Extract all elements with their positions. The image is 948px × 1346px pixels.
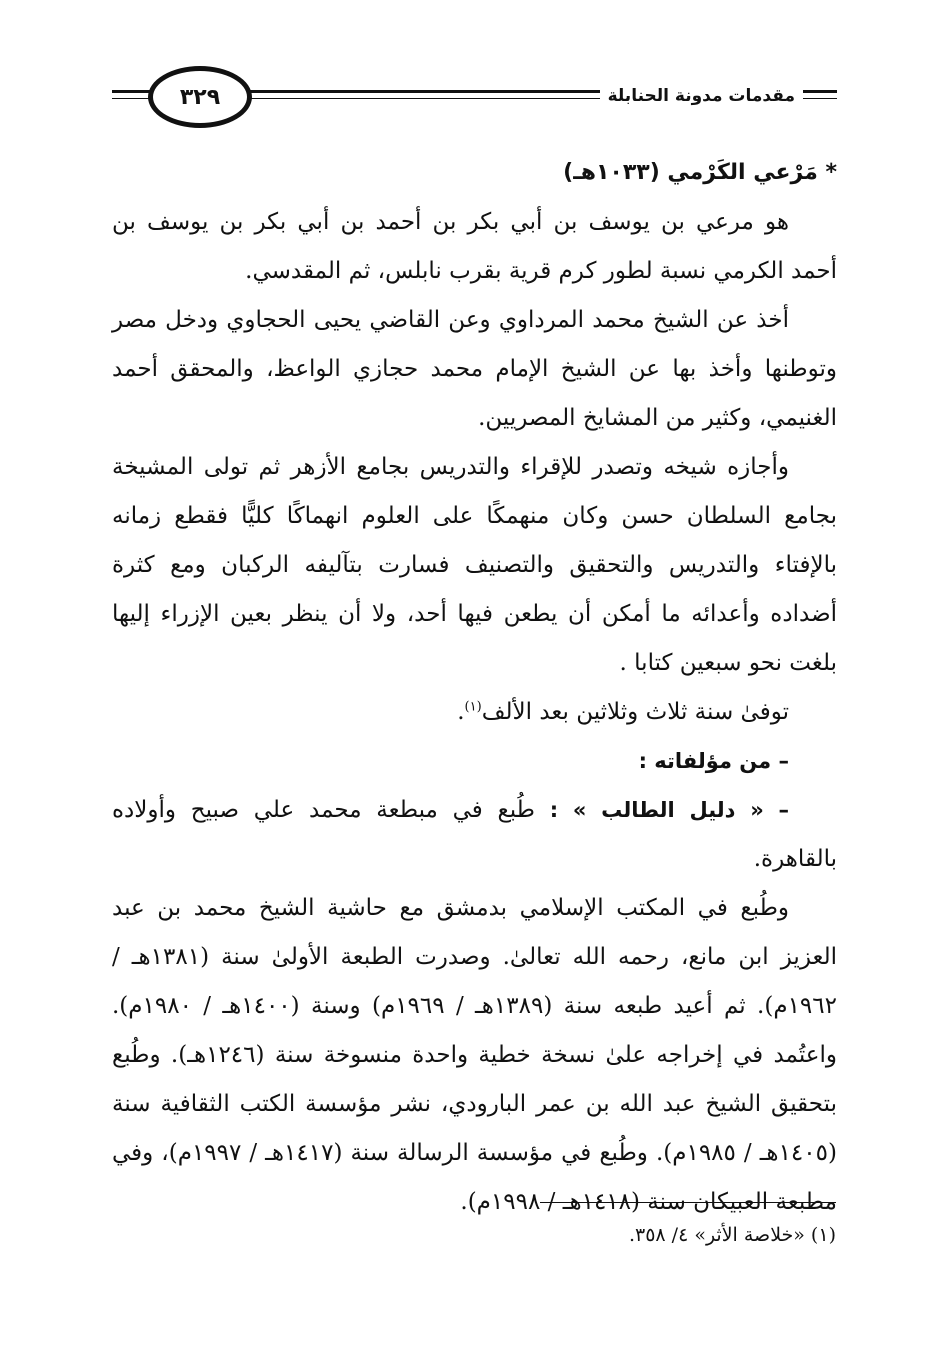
paragraph-death [112, 688, 837, 737]
work-item [112, 786, 837, 884]
header-rule-left-thin [112, 98, 152, 99]
death-end: . [457, 699, 465, 725]
page-number: ٣٢٩ [179, 84, 221, 110]
paragraph-lineage: هو مرعي بن يوسف بن أبي بكر بن أحمد بن أبي بكر بن يوسف بن أحمد الكرمي نسبة لطور كرم قرية بقرب نابلس، ثم المقدسي. [112, 209, 837, 284]
works-label: – من مؤلفاته : [638, 749, 789, 773]
header-rule-left [112, 90, 152, 93]
running-title: مقدمات مدونة الحنابلة [600, 86, 803, 106]
page-body [112, 150, 837, 1227]
work-text: طُبع في مبطعة محمد علي صبيح وأولاده بالقاهرة. [112, 797, 837, 872]
footnote-separator [540, 1202, 836, 1203]
paragraph-career: وأجازه شيخه وتصدر للإقراء والتدريس بجامع الأزهر ثم تولى المشيخة بجامع السلطان حسن وكان منهمكًا على العلوم انهماكًا كليًّا فقطع زمانه بالإفتاء والتدريس والتحقيق والتصنيف فسارت بتآليفه الركبان ومع كثرة أضداده وأعدائه ما أمكن أن يطعن فيها أحد، ولا أن ينظر بعين الإزراء إليها بلغت نحو سبعين كتابا . [112, 454, 837, 676]
footnote-marker: (١) [464, 699, 482, 715]
paragraph-editions: وطُبع في المكتب الإسلامي بدمشق مع حاشية الشيخ محمد بن عبد العزيز ابن مانع، رحمه الله تعالىٰ. وصدرت الطبعة الأولىٰ سنة (١٣٨١هـ / ١٩٦٢م). ثم أعيد طبعه سنة (١٣٨٩هـ / ١٩٦٩م) وسنة (١٤٠٠هـ / ١٩٨٠م). واعتُمد في إخراجه علىٰ نسخة خطية واحدة منسوخة سنة (١٢٤٦هـ). وطُبع بتحقيق الشيخ عبد الله بن عمر البارودي، نشر مؤسسة الكتب الثقافية سنة (١٤٠٥هـ / ١٩٨٥م). وطُبع في مؤسسة الرسالة سنة (١٤١٧هـ / ١٩٩٧م)، وفي مطبعة العبيكان سنة (١٤١٨هـ / ١٩٩٨م). [112, 895, 838, 1215]
page-number-badge [148, 66, 252, 128]
death-text: توفىٰ سنة ثلاث وثلاثين بعد الألف [481, 699, 789, 725]
running-header [112, 64, 837, 134]
entry-heading: * مَرْعي الكَرْمي (١٠٣٣هـ) [563, 160, 837, 185]
work-title: – « دليل الطالب » : [549, 798, 790, 822]
footnote: (١) «خلاصة الأثر» ٤/ ٣٥٨. [628, 1224, 836, 1246]
paragraph-teachers: أخذ عن الشيخ محمد المرداوي وعن القاضي يحيى الحجاوي ودخل مصر وتوطنها وأخذ بها عن الشيخ الإمام محمد حجازي الواعظ، والمحقق أحمد الغنيمي، وكثير من المشايخ المصريين. [112, 307, 837, 431]
